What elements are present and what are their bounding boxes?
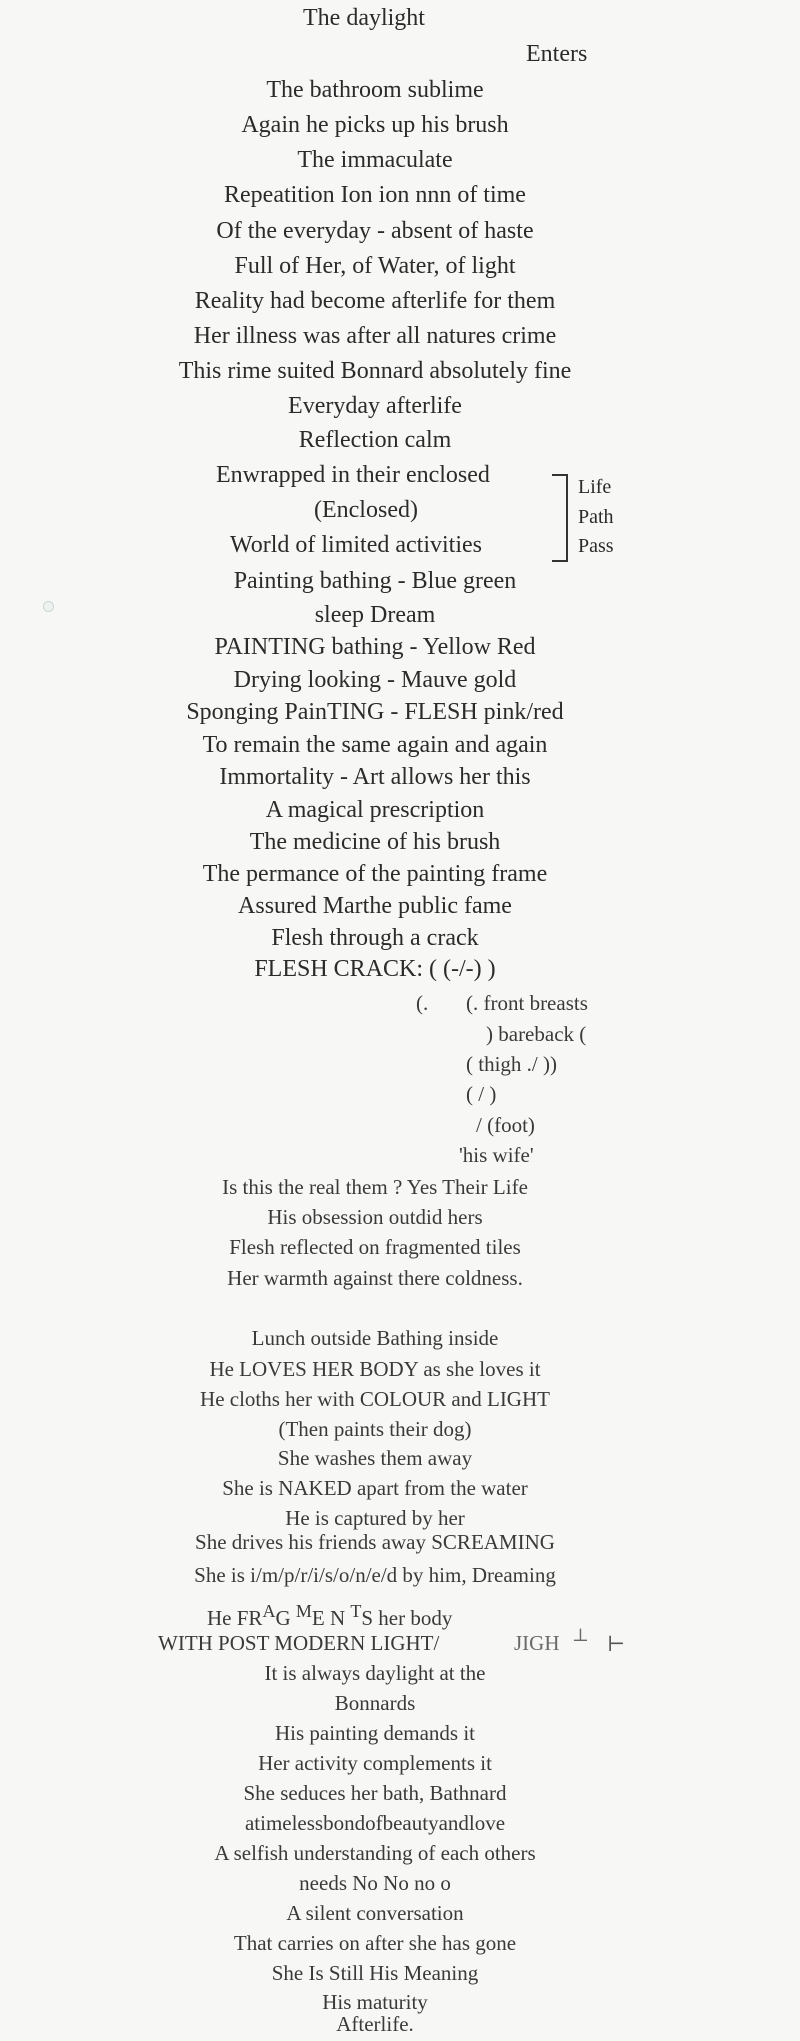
poem-line: That carries on after she has gone [233,1931,517,1955]
fragment-text: T [350,1601,362,1621]
fragment-text: A [262,1601,276,1621]
poem-line: World of limited activities [230,532,483,558]
poem-line: His painting demands it [274,1721,476,1745]
poem-line: needs No No no o [299,1871,451,1895]
poem-line: JIGH [514,1631,560,1655]
poem-line: Enwrapped in their enclosed [216,462,490,488]
poem-line: To remain the same again and again [202,732,548,758]
poem-line: Full of Her, of Water, of light [234,253,516,279]
poem-line: Reality had become afterlife for them [194,288,556,314]
poem-line: She is i/m/p/r/i/s/o/n/e/d by him, Dreaming [194,1563,556,1587]
poem-line: Is this the real them ? Yes Their Life [222,1175,528,1199]
poem-line: WITH POST MODERN LIGHT/ [158,1631,440,1655]
side-note: Life [578,476,612,498]
side-note: Pass [578,535,614,557]
poem-line: A magical prescription [265,797,485,823]
poem-line: This rime suited Bonnard absolutely fine [178,358,572,384]
poem-line: 'his wife' [459,1143,534,1167]
poem-line: The bathroom sublime [266,77,484,103]
poem-line: ⊢ [607,1632,626,1656]
poem-line: ) bareback ( [486,1022,587,1046]
poem-line: (Enclosed) [314,497,418,523]
poem-line: Her activity complements it [258,1751,492,1775]
poem-line: ( thigh ./ )) [466,1052,557,1076]
poem-line: A selfish understanding of each others [214,1841,536,1865]
poem-line: He LOVES HER BODY as she loves it [209,1357,541,1381]
poem-line: Painting bathing - Blue green [233,568,517,594]
poem-line: Of the everyday - absent of haste [216,218,534,244]
poem-line: She seduces her bath, Bathnard [243,1781,507,1805]
poem-line: ( / ) [466,1082,497,1106]
poem-line: He cloths her with COLOUR and LIGHT [200,1387,550,1411]
poem-line: Flesh through a crack [271,925,479,951]
poem-line: FLESH CRACK: ( (-/-) ) [254,956,496,982]
poem-line: It is always daylight at the [264,1661,486,1685]
poem-line: PAINTING bathing - Yellow Red [214,634,536,660]
poem-line: She drives his friends away SCREAMING [195,1530,555,1554]
poem-line: His obsession outdid hers [267,1205,483,1229]
fragment-text: G [275,1606,296,1630]
poem-line: She washes them away [277,1446,473,1470]
poem-line: sleep Dream [314,602,436,628]
poem-line: Her illness was after all natures crime [193,323,557,349]
poem-line: (. front breasts [466,991,588,1015]
poem-line: The permance of the painting frame [202,861,548,887]
poem-line: The daylight [303,5,425,31]
poem-line: Assured Marthe public fame [238,893,512,919]
poem-line: Flesh reflected on fragmented tiles [229,1235,521,1259]
poem-line: She is NAKED apart from the water [222,1476,528,1500]
poem-line: Bonnards [334,1691,416,1715]
poem-line: Afterlife. [336,2012,414,2036]
poem-line: Reflection calm [298,427,452,453]
paper-speck [43,601,54,612]
poem-line: His maturity [322,1990,428,2014]
poem-line: He is captured by her [285,1506,465,1530]
poem-line: Enters [526,41,588,67]
fragment-text: S her body [361,1606,453,1630]
fragment-text: He FR [207,1606,263,1630]
poem-line: Repeatition Ion ion nnn of time [224,182,526,208]
poem-line: The medicine of his brush [249,829,501,855]
poem-line: atimelessbondofbeautyandlove [244,1811,506,1835]
poem-line: Sponging PainTING - FLESH pink/red [186,699,564,725]
poem-line: Everyday afterlife [288,393,462,419]
poem-line: Drying looking - Mauve gold [233,667,517,693]
poem-line: A silent conversation [286,1901,464,1925]
poem-line: She Is Still His Meaning [271,1961,479,1985]
poem-line: Immortality - Art allows her this [219,764,531,790]
poem-line: Her warmth against there coldness. [227,1266,523,1290]
bracket-mark [552,474,568,562]
poem-line: Again he picks up his brush [241,112,509,138]
poem-line: (Then paints their dog) [278,1417,472,1441]
poem-line: Lunch outside Bathing inside [251,1326,499,1350]
fragment-text: E N [311,1606,351,1630]
poem-line: (. [416,991,429,1015]
fragment-text: M [295,1601,312,1621]
poem-line: The immaculate [297,147,453,173]
poem-line: / (foot) [476,1113,535,1137]
side-note: Path [578,506,614,528]
poem-line: ⊥ [572,1625,589,1645]
